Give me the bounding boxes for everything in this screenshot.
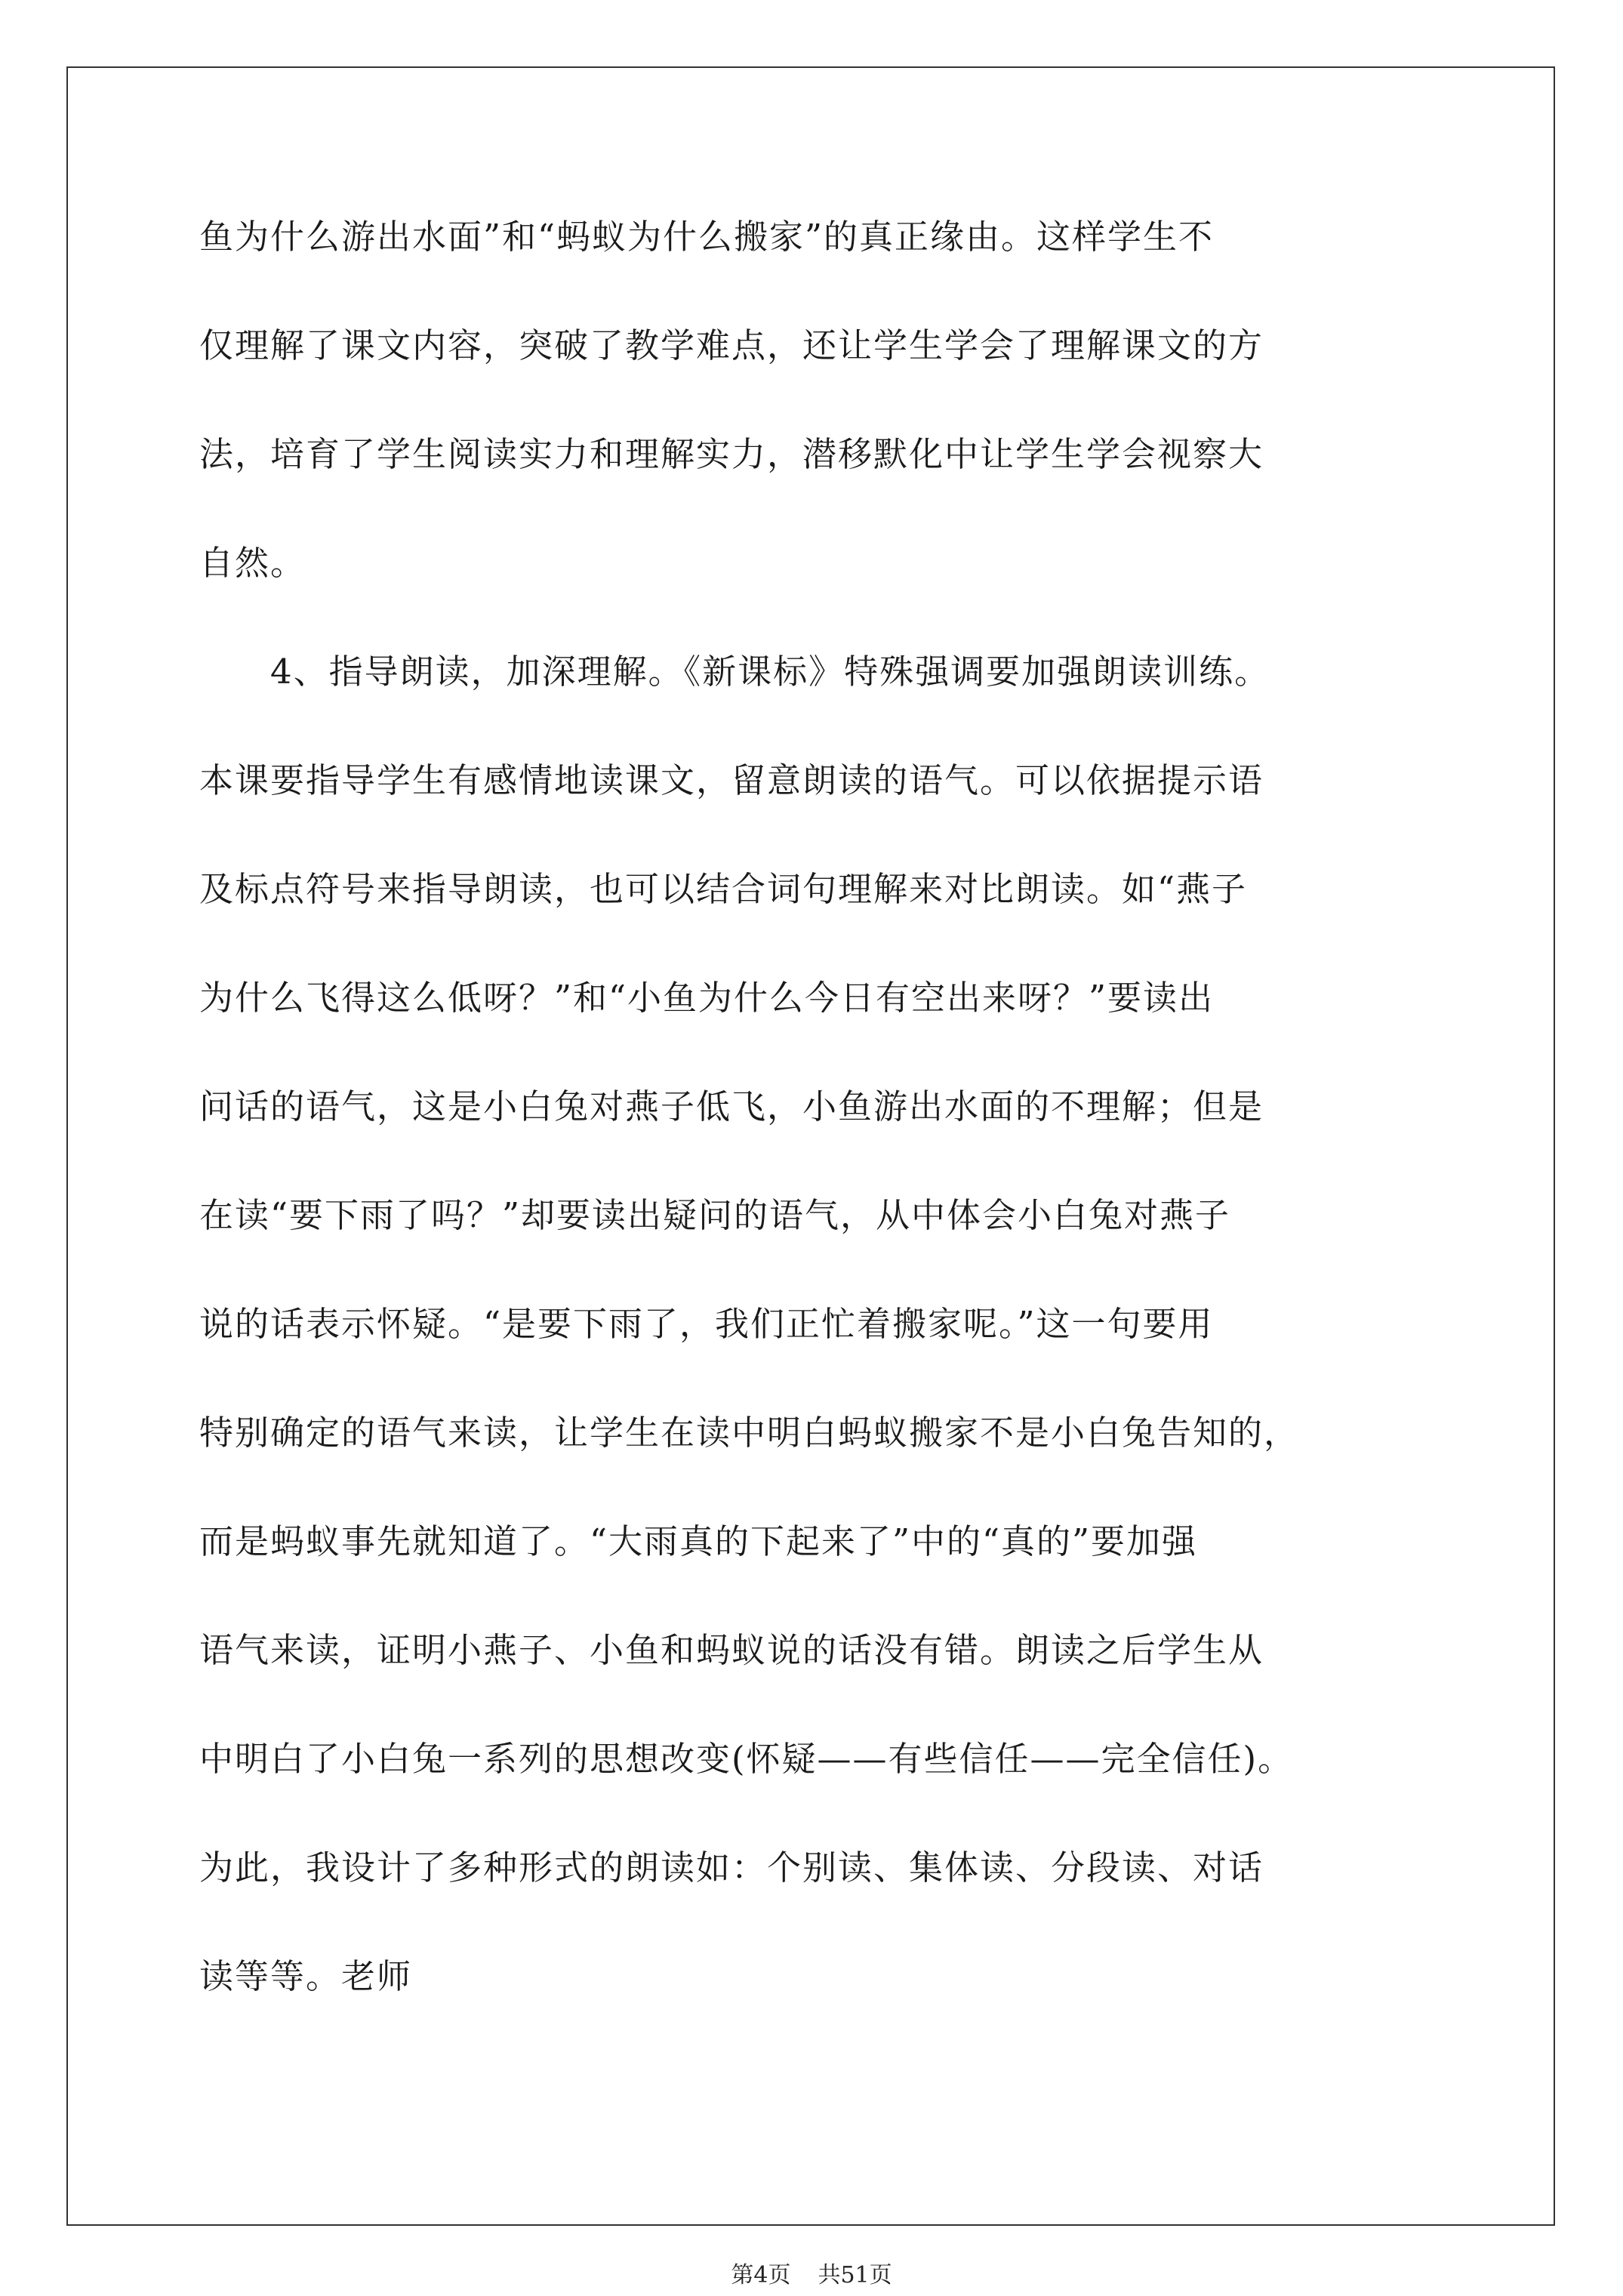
text-line: 在读“要下雨了吗？”却要读出疑问的语气，从中体会小白兔对燕子 (199, 1195, 1231, 1235)
paragraph-start-line: 4、指导朗读，加深理解。《新课标》特殊强调要加强朗读训练。 (270, 652, 1270, 692)
text-line: 鱼为什么游出水面”和“蚂蚁为什么搬家”的真正缘由。这样学生不 (199, 217, 1215, 257)
text-line: 特别确定的语气来读，让学生在读中明白蚂蚁搬家不是小白兔告知的， (199, 1413, 1300, 1453)
text-line: 说的话表示怀疑。“是要下雨了，我们正忙着搬家呢。”这一句要用 (199, 1304, 1214, 1344)
text-line: 为什么飞得这么低呀？”和“小鱼为什么今日有空出来呀？”要读出 (199, 978, 1215, 1018)
text-line: 本课要指导学生有感情地读课文，留意朗读的语气。可以依据提示语 (199, 760, 1264, 800)
text-line: 问话的语气，这是小白兔对燕子低飞，小鱼游出水面的不理解；但是 (199, 1086, 1264, 1126)
text-line: 语气来读，证明小燕子、小鱼和蚂蚁说的话没有错。朗读之后学生从 (199, 1630, 1264, 1670)
text-line: 中明白了小白兔一系列的思想改变(怀疑——有些信任——完全信任)。 (199, 1739, 1294, 1779)
page-total: 共51页 (818, 2262, 892, 2288)
text-line: 仅理解了课文内容，突破了教学难点，还让学生学会了理解课文的方 (199, 325, 1264, 365)
page-number: 第4页 (731, 2262, 791, 2288)
text-line: 法，培育了学生阅读实力和理解实力，潜移默化中让学生学会视察大 (199, 434, 1264, 474)
text-line: 及标点符号来指导朗读，也可以结合词句理解来对比朗读。如“燕子 (199, 869, 1248, 909)
text-line: 而是蚂蚁事先就知道了。“大雨真的下起来了”中的“真的”要加强 (199, 1521, 1198, 1561)
text-line: 读等等。老师 (199, 1956, 413, 1996)
text-line: 为此，我设计了多种形式的朗读如：个别读、集体读、分段读、对话 (199, 1848, 1264, 1888)
page-footer (0, 2262, 1623, 2289)
text-line: 自然。 (199, 543, 306, 583)
page-border (66, 66, 1555, 2226)
